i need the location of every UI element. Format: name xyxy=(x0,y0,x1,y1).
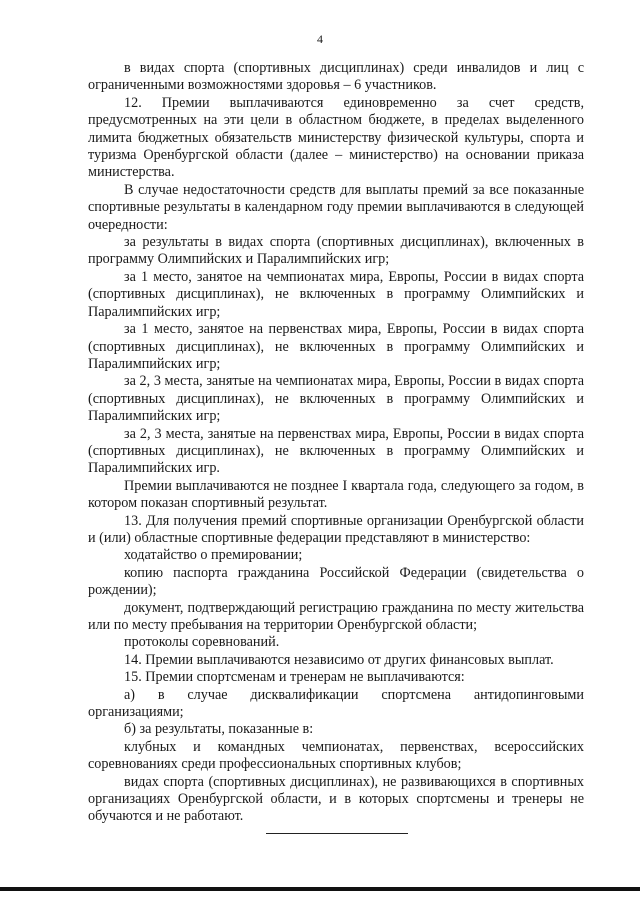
paragraph: в видах спорта (спортивных дисциплинах) среди инвалидов и лиц с ограниченными возможностями здоровья – 6 участников. xyxy=(88,60,584,94)
paragraph: ходатайство о премировании; xyxy=(124,547,303,564)
paragraph: протоколы соревнований. xyxy=(124,634,280,651)
scan-bottom-edge xyxy=(0,887,640,891)
paragraph: 15. Премии спортсменам и тренерам не выплачиваются: xyxy=(124,669,465,686)
paragraph: В случае недостаточности средств для выплаты премий за все показанные спортивные результаты в календарном году премии выплачиваются в следующей очередности: xyxy=(88,181,584,233)
paragraph: за результаты в видах спорта (спортивных дисциплинах), включенных в программу Олимпийских и Паралимпийских игр; xyxy=(88,234,584,268)
paragraph: за 1 место, занятое на чемпионатах мира, Европы, России в видах спорта (спортивных дисциплинах), не включенных в программу Олимпийских и Паралимпийских игр; xyxy=(88,268,584,320)
paragraph: видах спорта (спортивных дисциплинах), не развивающихся в спортивных организациях Оренбургской области, и в которых спортсмены и тренеры не обучаются и не работают. xyxy=(88,773,584,825)
paragraph: б) за результаты, показанные в: xyxy=(124,721,314,738)
paragraph: за 2, 3 места, занятые на чемпионатах мира, Европы, России в видах спорта (спортивных дисциплинах), не включенных в программу Олимпийских и Паралимпийских игр; xyxy=(88,373,584,425)
page-number: 4 xyxy=(317,32,323,46)
paragraph: за 1 место, занятое на первенствах мира, Европы, России в видах спорта (спортивных дисциплинах), не включенных в программу Олимпийских и Паралимпийских игр; xyxy=(88,321,584,372)
paragraph: Премии выплачиваются не позднее I квартала года, следующего за годом, в котором показан спортивный результат. xyxy=(88,477,584,512)
paragraph: клубных и командных чемпионатах, первенствах, всероссийских соревнованиях среди профессиональных спортивных клубов; xyxy=(88,738,584,773)
end-separator-line xyxy=(266,833,408,834)
paragraph: 13. Для получения премий спортивные организации Оренбургской области и (или) областные спортивные федерации представляют в министерство: xyxy=(88,512,584,546)
paragraph: документ, подтверждающий регистрацию гражданина по месту жительства или по месту пребывания на территории Оренбургской области; xyxy=(88,599,584,633)
paragraph: 14. Премии выплачиваются независимо от других финансовых выплат. xyxy=(124,651,554,668)
paragraph: а) в случае дисквалификации спортсмена антидопинговыми организациями; xyxy=(88,686,584,721)
paragraph: за 2, 3 места, занятые на первенствах мира, Европы, России в видах спорта (спортивных дисциплинах), не включенных в программу Олимпийских и Паралимпийских игр. xyxy=(88,425,584,477)
document-body xyxy=(88,60,584,826)
paragraph: копию паспорта гражданина Российской Федерации (свидетельства о рождении); xyxy=(88,564,584,599)
paragraph: 12. Премии выплачиваются единовременно за счет средств, предусмотренных на эти цели в областном бюджете, в пределах выделенного лимита бюджетных обязательств министерству физической культуры, спорта и туризма Оренбургской области (далее – министерство) на основании приказа министерства. xyxy=(88,94,584,181)
